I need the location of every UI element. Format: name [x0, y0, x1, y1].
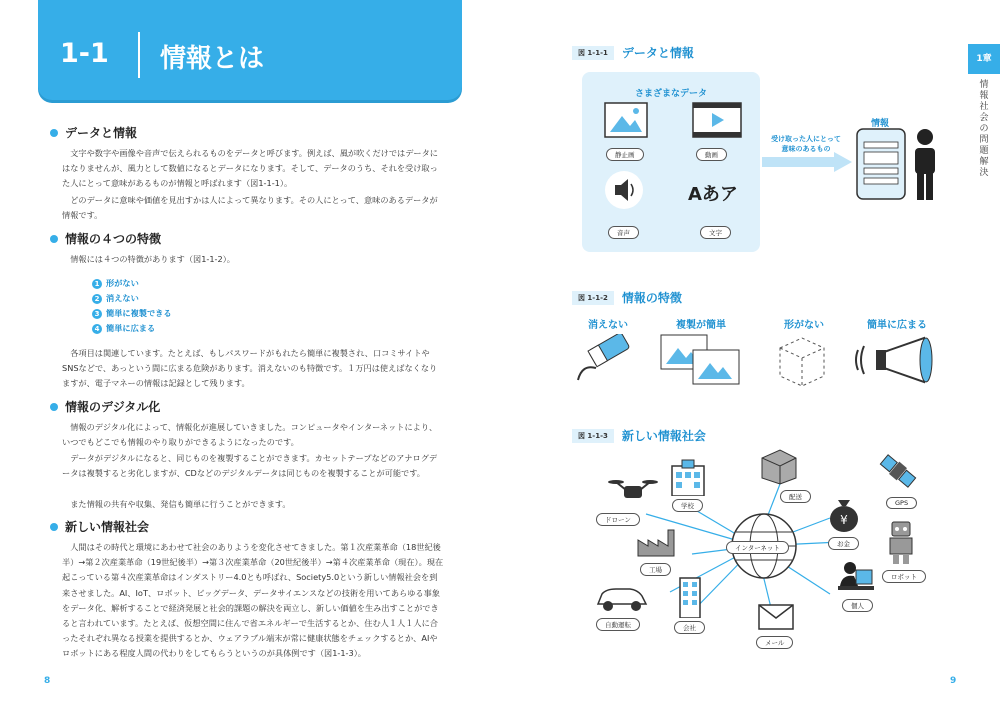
page-number: 8 [44, 676, 51, 686]
heading-data-and-info: データと情報 [50, 124, 137, 141]
right-page [500, 0, 1000, 707]
paragraph: 文字や数字や画像や音声で伝えられるものをデータと呼びます。例えば、風が吹くだけではデータにはなりませんが、風力として数値になるとデータになります。そして、データのうち、それを受け取った人にとって意味があるものが情報と呼ばれます（図1-1-1）。 [62, 148, 438, 189]
section-title: 情報とは [160, 44, 265, 74]
money-bag-icon [828, 496, 860, 532]
mail-icon [758, 604, 794, 630]
feature-label: 簡単に広まる [867, 320, 927, 331]
list-item: 4 簡単に広まる [92, 321, 172, 336]
video-icon [692, 102, 742, 138]
heading-new-society: 新しい情報社会 [50, 518, 149, 535]
drone-icon [608, 476, 658, 506]
package-icon [758, 446, 800, 486]
satellite-icon [878, 452, 918, 490]
node-factory: 工場 [640, 563, 671, 576]
speaker-icon [604, 170, 644, 210]
figure-1-caption: 図 1-1-1 データと情報 [572, 44, 694, 61]
node-money: お金 [828, 537, 859, 550]
data-box [582, 72, 760, 252]
paragraph: 情報のデジタル化によって、情報化が進展していきました。コンピュータやインターネットにより、いつでもどこでも情報のやり取りができるようになったのです。 [62, 422, 438, 448]
factory-icon [636, 528, 678, 558]
person-at-desk-icon [836, 560, 876, 594]
paragraph: データがデジタルになると、同じものを複製することができます。カセットテープなどのアナログデータは複製すると劣化しますが、CDなどのデジタルデータは同じものを複製することが可能です。 [62, 453, 438, 479]
node-internet: インターネット [726, 541, 789, 554]
figure-3-caption: 図 1-1-3 新しい情報社会 [572, 427, 706, 444]
chapter-tab [968, 40, 1000, 210]
eraser-icon [572, 334, 642, 384]
school-icon [668, 458, 708, 496]
bullet-dot [50, 129, 58, 137]
tag-text: 文字 [700, 226, 731, 239]
paragraph: 人間はその時代と環境にあわせて社会のありようを変化させてきました。第１次産業革命（18世紀後半）→第２次産業革命（19世紀後半）→第３次産業革命（20世紀後半）→第４次産業革命（現在）。現在起こっている第４次産業革命はインダストリー4.0とも呼ばれ、Society5.0という新しい情報社会を到来させました。AI、IoT、ロボット、ビッグデータ、データサイエンスなどの技術を用いてあらゆる事象をデータ化、解析することで経済発展と社会的課題の解決を両立し、新しい価値を生み出すことができると言われています。たとえば、仮想空間に住んで省エネルギーで生活するとか、住む人１人１人に合ったそれぞれ異なる授業を提供するとか、ウェアラブル端末が常に健康状態をチェックするとか、AIやロボットにある程度人間の代わりをしてもらうというのが具体例です（図1-1-3）。 [62, 542, 444, 659]
car-icon [594, 586, 650, 612]
list-item: 3 簡単に複製できる [92, 306, 172, 321]
node-delivery: 配送 [780, 490, 811, 503]
paragraph: 各項目は関連しています。たとえば、もしパスワードがもれたら簡単に複製され、口コミサイトやSNSなどで、あっという間に広まる危険があります。消えないのも特徴です。１万円は使えばなくなりますが、電子マネーの情報は記録として残ります。 [62, 348, 438, 389]
node-self-driving: 自動運転 [596, 618, 640, 631]
chapter-title: 情報社会の問題解決 [979, 80, 989, 178]
office-building-icon [678, 576, 702, 618]
tag-video: 動画 [696, 148, 727, 161]
section-number: 1-1 [60, 38, 109, 69]
node-individual: 個人 [842, 599, 873, 612]
feature-list [92, 276, 172, 336]
feature-label: 消えない [588, 320, 628, 331]
node-company: 会社 [674, 621, 705, 634]
node-mail: メール [756, 636, 793, 649]
copy-images-icon [660, 334, 742, 386]
heading-digitalization: 情報のデジタル化 [50, 398, 160, 415]
arrow-icon [762, 152, 854, 172]
header-divider [138, 32, 140, 78]
paragraph: どのデータに意味や価値を見出すかは人によって異なります。その人にとって、意味のあるデータが情報です。 [62, 195, 438, 221]
feature-label: 形がない [784, 320, 824, 331]
list-item: 1 形がない [92, 276, 172, 291]
node-robot: ロボット [882, 570, 926, 583]
intangible-cube-icon [772, 334, 830, 390]
svg-text:¥: ¥ [840, 513, 848, 527]
text-sample: Aあア [688, 184, 738, 205]
feature-label: 複製が簡単 [676, 320, 726, 331]
bullet-dot [50, 235, 58, 243]
section-header [38, 0, 462, 100]
tag-audio: 音声 [608, 226, 639, 239]
heading-four-features: 情報の４つの特徴 [50, 230, 161, 247]
smartphone-icon [856, 128, 906, 200]
bullet-dot [50, 403, 58, 411]
paragraph: 情報には４つの特徴があります（図1-1-2）。 [70, 254, 235, 264]
data-box-title: さまざまなデータ [634, 89, 707, 99]
arrow-caption: 受け取った人にとって 意味のあるもの [771, 135, 841, 153]
megaphone-icon [854, 334, 940, 386]
info-label: 情報 [871, 119, 890, 129]
tag-still-image: 静止画 [606, 148, 644, 161]
robot-icon [884, 520, 918, 566]
node-gps: GPS [886, 497, 917, 509]
list-item: 2 消えない [92, 291, 172, 306]
image-icon [604, 102, 648, 138]
person-icon [912, 128, 938, 202]
page-number: 9 [950, 676, 957, 686]
figure-2-caption: 図 1-1-2 情報の特徴 [572, 289, 682, 306]
chapter-label: 1章 [968, 44, 1000, 74]
node-drone: ドローン [596, 513, 640, 526]
node-school: 学校 [672, 499, 703, 512]
bullet-dot [50, 523, 58, 531]
paragraph: また情報の共有や収集、発信も簡単に行うことができます。 [70, 499, 291, 509]
